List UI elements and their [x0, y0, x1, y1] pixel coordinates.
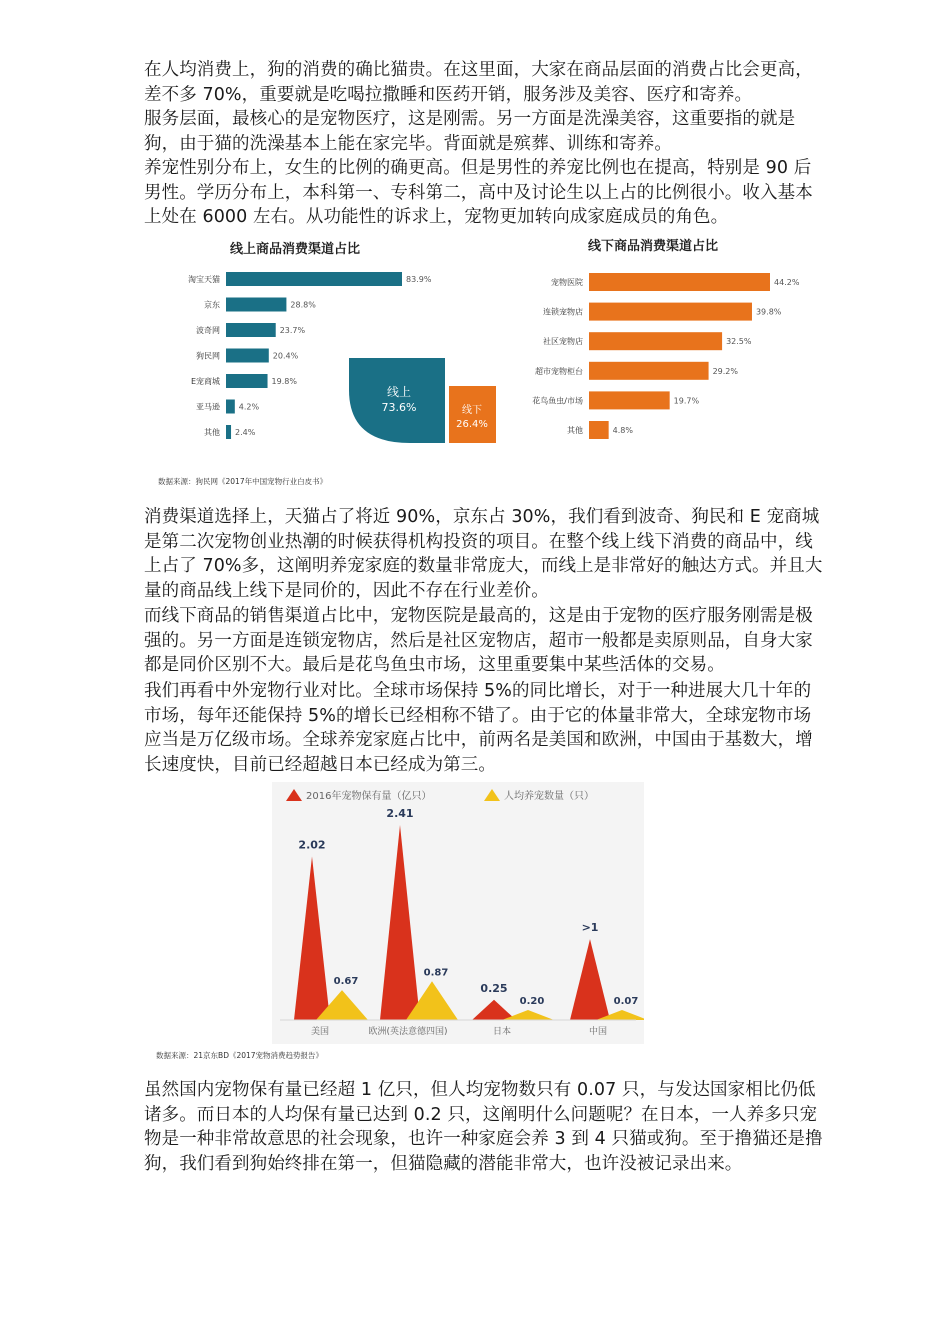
online-value-label: 2.4% — [235, 428, 256, 437]
holdings-value-label: 2.02 — [298, 838, 326, 852]
online-share-label: 线上 — [386, 385, 412, 399]
online-value-label: 19.8% — [271, 377, 297, 386]
offline-bar — [589, 391, 670, 409]
offline-category-label: 社区宠物店 — [543, 337, 583, 347]
country-label: 美国 — [310, 1027, 330, 1037]
country-label: 日本 — [492, 1027, 512, 1037]
online-bar — [226, 298, 286, 312]
paragraph-3: 养宠性别分布上，女生的比例的确更高。但是男性的养宠比例也在提高，特别是 90 后男性。学历分布上，本科第一、专科第二，高中及讨论生以上占的比例很小。收入基本上处在 6000 左右。从功能性的诉求上，宠物更加转向成家庭成员的角色。 — [144, 158, 813, 228]
online-category-label: 淘宝天猫 — [188, 275, 220, 284]
paragraph-7: 虽然国内宠物保有量已经超 1 亿只，但人均宠物数只有 0.07 只，与发达国家相比仍低诸多。而日本的人均保有量已达到 0.2 只，这阐明什么问题呢？在日本，一人养多只宠物是一种非常故意思的社会现象，也许一种家庭会养 3 到 4 只猫或狗。至于撸猫还是撸狗，我们看到狗始终排在第一，但猫隐藏的潜能非常大，也许没被记录出来。 — [144, 1080, 823, 1174]
paragraph-1: 在人均消费上，狗的消费的确比猫贵。在这里面，大家在商品层面的消费占比会更高，差不多 70%，重要就是吃喝拉撒睡和医药开销，服务涉及美容、医疗和寄养。 — [144, 60, 813, 105]
online-value-label: 20.4% — [272, 351, 299, 361]
offline-value-label: 4.8% — [612, 426, 633, 435]
online-value-label: 28.8% — [290, 300, 316, 310]
paragraph-2: 服务层面，最核心的是宠物医疗，这是刚需。另一方面是洗澡美容，这重要指的就是狗，由于猫的洗澡基本上能在家完毕。背面就是殡葬、训练和寄养。 — [144, 109, 796, 154]
online-value-label: 83.9% — [406, 275, 432, 284]
holdings-value-label: 2.41 — [386, 807, 414, 820]
paragraph-5: 而线下商品的销售渠道占比中，宠物医院是最高的，这是由于宠物的医疗服务刚需是极强的。另一方面是连锁宠物店，然后是社区宠物店，超市一般都是卖原则品，自身大家都是同价区别不大。最后是花鸟鱼虫市场，这里重要集中某些活体的交易。 — [144, 606, 813, 676]
legend-label-holdings: 2016年宠物保有量（亿只） — [306, 791, 432, 802]
online-category-label: 京东 — [204, 300, 220, 310]
online-bar — [226, 374, 268, 388]
online-category-label: 其他 — [204, 428, 220, 437]
offline-bar — [589, 332, 722, 350]
offline-category-label: 超市宠物柜台 — [535, 366, 583, 376]
offline-category-label: 宠物医院 — [551, 278, 583, 287]
online-value-label: 23.7% — [279, 326, 306, 335]
source-note-2: 数据来源：21京东BD《2017宠物消费趋势报告》 — [156, 1051, 324, 1060]
online-bar — [226, 323, 276, 337]
offline-category-label: 其他 — [567, 426, 583, 435]
country-comparison-chart — [272, 782, 644, 1044]
online-bar — [226, 349, 269, 363]
country-label: 中国 — [588, 1027, 608, 1037]
online-category-label: 亚马逊 — [196, 402, 220, 412]
per-capita-value-label: 0.67 — [333, 976, 359, 988]
online-bar — [226, 272, 402, 286]
offline-value-label: 39.8% — [755, 307, 782, 317]
offline-value-label: 44.2% — [774, 278, 800, 287]
offline-share-label: 线下 — [462, 405, 482, 416]
online-share-value: 73.6% — [381, 401, 417, 414]
offline-bar — [589, 273, 770, 291]
offline-bar — [589, 362, 709, 380]
online-bar — [226, 400, 235, 414]
offline-category-label: 连锁宠物店 — [543, 307, 583, 317]
holdings-value-label: >1 — [581, 921, 599, 935]
per-capita-value-label: 0.87 — [423, 967, 449, 979]
per-capita-value-label: 0.20 — [519, 996, 545, 1007]
online-chart-title: 线上商品消费渠道占比 — [230, 242, 361, 257]
offline-value-label: 29.2% — [712, 366, 738, 376]
offline-bar — [589, 303, 752, 321]
per-capita-value-label: 0.07 — [613, 996, 639, 1007]
country-label: 欧洲(英法意德四国) — [368, 1027, 448, 1037]
offline-value-label: 19.7% — [673, 396, 700, 406]
online-category-label: E宠商城 — [190, 377, 220, 386]
online-category-label: 狗民网 — [196, 351, 220, 361]
paragraph-4: 消费渠道选择上，天猫占了将近 90%，京东占 30%，我们看到波奇、狗民和 E 宠商城是第二次宠物创业热潮的时候获得机构投资的项目。在整个线上线下消费的商品中，线上占了 70%多，这阐明养宠家庭的数量非常庞大，而线上是非常好的触达方式。并且大量的商品线上线下是同价的，因此不存在行业差价。 — [144, 507, 823, 601]
online-value-label: 4.2% — [238, 402, 260, 412]
offline-category-label: 花鸟鱼虫/市场 — [532, 396, 583, 406]
online-category-label: 波奇网 — [196, 326, 220, 335]
holdings-value-label: 0.25 — [480, 981, 508, 995]
offline-value-label: 32.5% — [726, 337, 752, 347]
offline-bar — [589, 421, 609, 439]
legend-label-per-capita: 人均养宠数量（只） — [504, 791, 594, 802]
source-note-1: 数据来源：狗民网《2017年中国宠物行业白皮书》 — [158, 477, 328, 486]
offline-chart-title: 线下商品消费渠道占比 — [588, 239, 719, 254]
offline-share-value: 26.4% — [456, 419, 488, 430]
channel-charts — [0, 0, 950, 470]
online-bar — [226, 425, 231, 439]
paragraph-6: 我们再看中外宠物行业对比。全球市场保持 5%的同比增长，对于一种进展大几十年的市场，每年还能保持 5%的增长已经相称不错了。由于它的体量非常大，全球宠物市场应当是万亿级市场。全球养宠家庭占比中，前两名是美国和欧洲，中国由于基数大，增长速度快，目前已经超越日本已经成为第三。 — [144, 681, 813, 775]
